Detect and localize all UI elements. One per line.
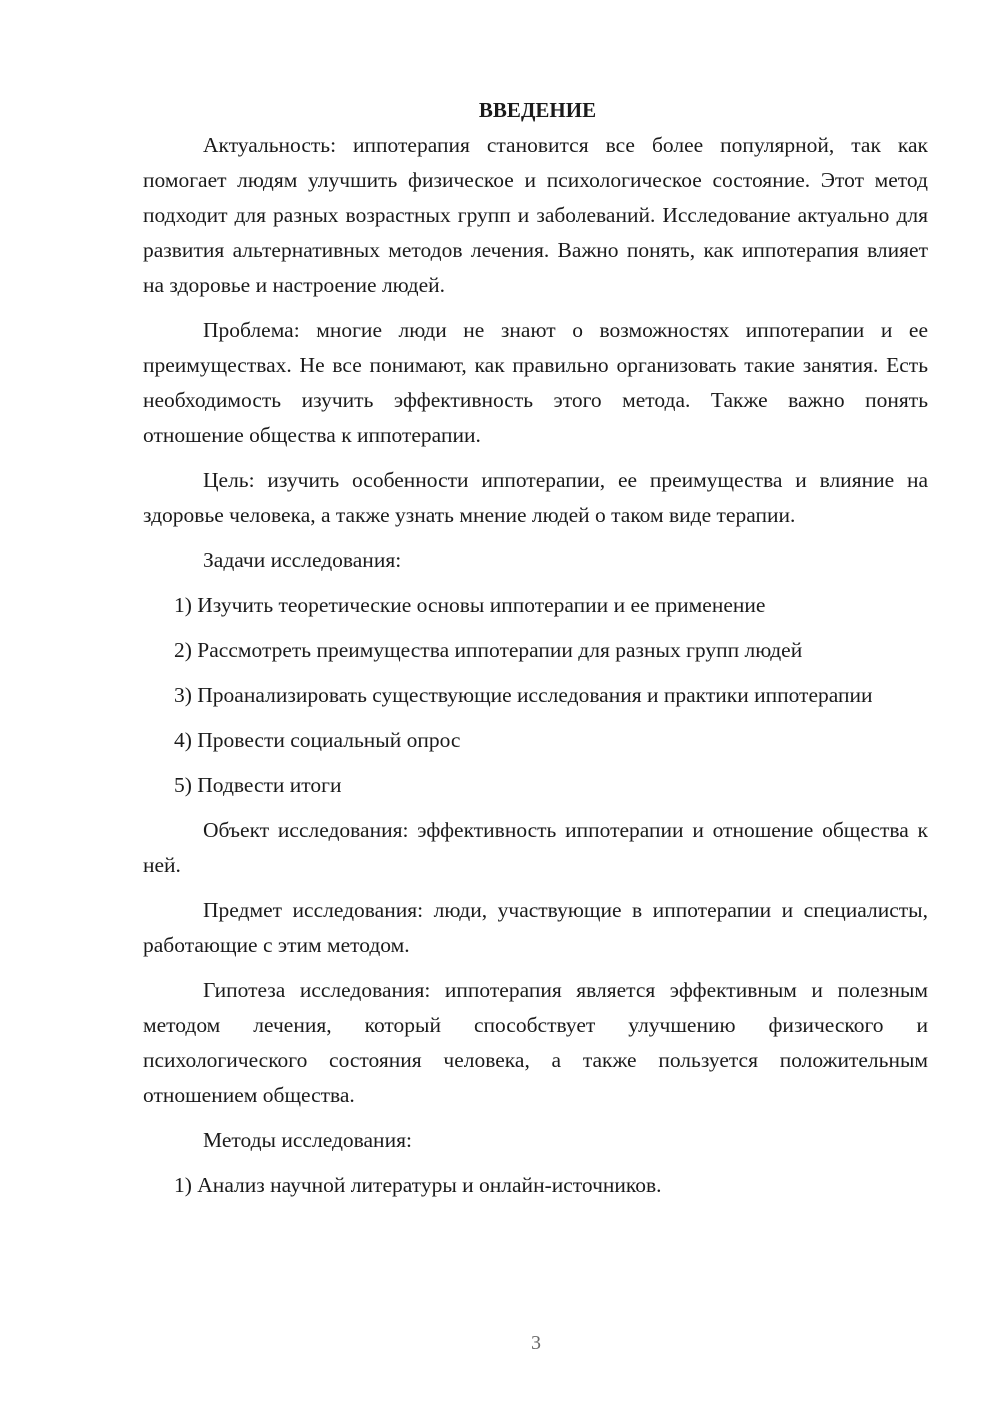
task-item: 2) Рассмотреть преимущества иппотерапии для разных групп людей [174, 638, 803, 662]
tasks-heading: Задачи исследования: [203, 548, 402, 572]
subject-paragraph: Предмет исследования: люди, участвующие в иппотерапии и специалисты, работающие с этим методом. [143, 898, 928, 957]
task-item: 4) Провести социальный опрос [174, 728, 461, 752]
hypothesis-paragraph: Гипотеза исследования: иппотерапия является эффективным и полезным методом лечения, который способствует улучшению физического и психологического состояния человека, а также пользуется положительным отношением общества. [143, 978, 928, 1107]
section-title: ВВЕДЕНИЕ [478, 98, 597, 122]
document-page [143, 90, 928, 1203]
task-item: 3) Проанализировать существующие исследования и практики иппотерапии [174, 683, 873, 707]
task-item: 1) Изучить теоретические основы иппотерапии и ее применение [174, 593, 766, 617]
task-item: 5) Подвести итоги [174, 773, 342, 797]
methods-heading: Методы исследования: [203, 1128, 412, 1152]
method-item: 1) Анализ научной литературы и онлайн-источников. [174, 1173, 662, 1197]
goal-paragraph: Цель: изучить особенности иппотерапии, ее преимущества и влияние на здоровье человека, а также узнать мнение людей о таком виде терапии. [143, 468, 928, 527]
object-paragraph: Объект исследования: эффективность иппотерапии и отношение общества к ней. [143, 818, 928, 877]
problem-paragraph: Проблема: многие люди не знают о возможностях иппотерапии и ее преимуществах. Не все понимают, как правильно организовать такие занятия. Есть необходимость изучить эффективность этого метода. Также важно понять отношение общества к иппотерапии. [143, 318, 928, 447]
relevance-paragraph: Актуальность: иппотерапия становится все более популярной, так как помогает людям улучшить физическое и психологическое состояние. Этот метод подходит для разных возрастных групп и заболеваний. Исследование актуально для развития альтернативных методов лечения. Важно понять, как иппотерапия влияет на здоровье и настроение людей. [143, 133, 928, 297]
page-number: 3 [531, 1332, 541, 1354]
